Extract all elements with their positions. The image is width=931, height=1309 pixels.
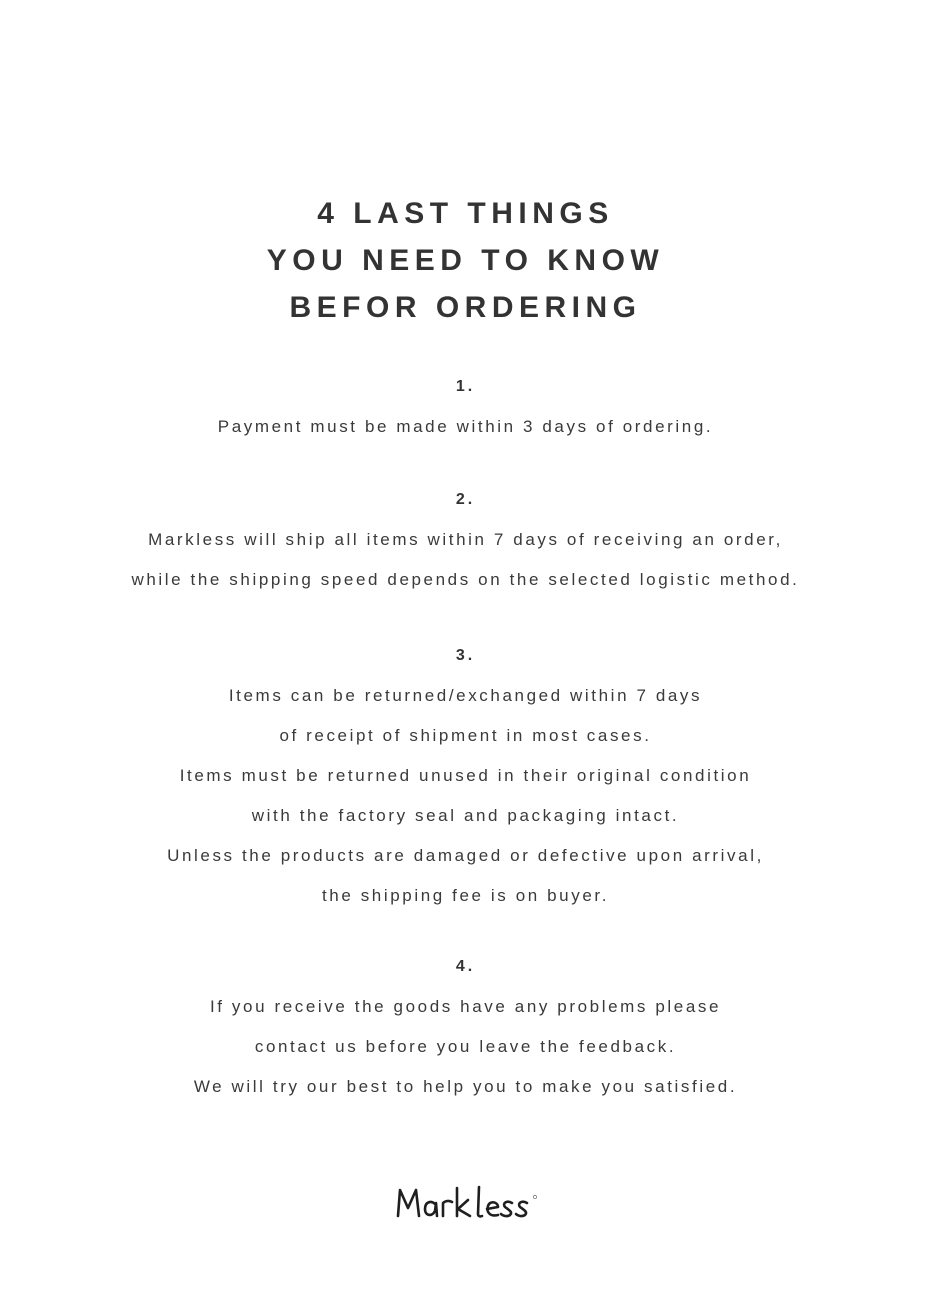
section-text: contact us before you leave the feedback. [254, 1037, 677, 1056]
section-text: Items can be returned/exchanged within 7 days [228, 686, 703, 705]
markless-logo-icon [386, 1178, 546, 1228]
section-text: Unless the products are damaged or defective upon arrival, [167, 846, 764, 865]
page-title [0, 190, 931, 331]
section-1 [0, 375, 931, 439]
section-2 [0, 488, 931, 600]
section-text: the shipping fee is on buyer. [321, 886, 610, 905]
title-line-2: YOU NEED TO KNOW [266, 244, 665, 277]
section-4 [0, 955, 931, 1107]
title-line-1: 4 LAST THINGS [317, 197, 614, 230]
section-3 [0, 644, 931, 916]
section-number: 2. [455, 491, 476, 508]
brand-logo [0, 1178, 931, 1233]
section-text: Payment must be made within 3 days of ordering. [217, 417, 714, 436]
section-number: 3. [455, 647, 476, 664]
section-text: of receipt of shipment in most cases. [279, 726, 652, 745]
section-number: 4. [455, 958, 476, 975]
section-text: Markless will ship all items within 7 days of receiving an order, [148, 530, 783, 549]
title-line-3: BEFOR ORDERING [289, 291, 642, 324]
section-text: We will try our best to help you to make you satisfied. [193, 1077, 738, 1096]
section-text: with the factory seal and packaging intact. [251, 806, 680, 825]
section-text: while the shipping speed depends on the selected logistic method. [131, 570, 800, 589]
section-text: Items must be returned unused in their original condition [179, 766, 752, 785]
section-text: If you receive the goods have any problems please [209, 997, 722, 1016]
section-number: 1. [455, 378, 476, 395]
